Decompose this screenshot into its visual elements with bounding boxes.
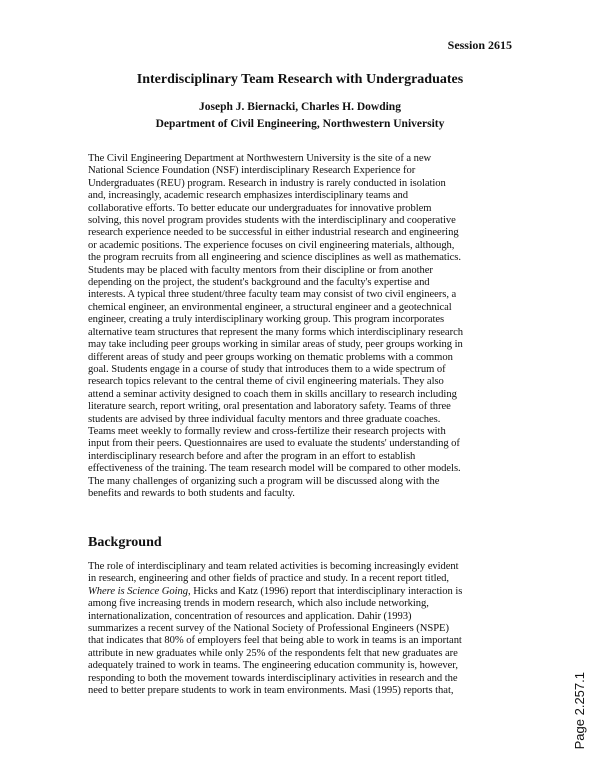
text-line: Undergraduates (REU) program. Research in industry is rarely conducted in isolation <box>88 177 446 189</box>
text-line: may take including peer groups working in similar areas of study, peer groups working in <box>88 339 463 351</box>
text-line: The role of interdisciplinary and team related activities is becoming increasingly evident <box>88 561 459 572</box>
text-line: or academic positions. The experience focuses on civil engineering materials, although, <box>88 239 455 251</box>
text-line: summarizes a recent survey of the National Society of Professional Engineers (NSPE) <box>88 623 449 635</box>
text-line: depending on the project, the student's background and the faculty's expertise and <box>88 277 430 289</box>
book-title: Where is Science Going <box>88 585 188 597</box>
background-paragraph <box>88 561 518 697</box>
author-block <box>0 99 600 133</box>
text-line: solving, this novel program provides students with the interdisciplinary and cooperative <box>88 215 456 227</box>
text-line: among five increasing trends in modern research, which also include networking, <box>88 598 429 610</box>
text-line: The many challenges of organizing such a program will be discussed along with the <box>88 475 440 487</box>
affiliation: Department of Civil Engineering, Northwestern University <box>155 118 445 130</box>
session-number: Session 2615 <box>447 38 512 52</box>
text-line: students are advised by three individual faculty mentors and three graduate coaches. <box>88 413 441 425</box>
text-line: National Science Foundation (NSF) interdisciplinary Research Experience for <box>88 165 416 177</box>
text-line: in research, engineering and other fields of practice and study. In a recent report titled, <box>88 573 449 585</box>
text-line: attribute in new graduates while only 25% of the respondents felt that new graduates are <box>88 647 458 659</box>
text-line: effectiveness of the training. The team research model will be compared to other models. <box>88 463 461 475</box>
text-line: internationalization, concentration of resources and application. Dahir (1993) <box>88 610 412 622</box>
paper-title: Interdisciplinary Team Research with Undergraduates <box>136 72 464 87</box>
text-line: literature search, report writing, oral presentation and laboratory safety. Teams of three <box>88 401 451 413</box>
text-line: interdisciplinary research before and after the program in an effort to establish <box>88 450 416 462</box>
text-line: different areas of study and peer groups working on thematic problems with a common <box>88 351 453 363</box>
text-line <box>88 586 518 598</box>
text-line: The Civil Engineering Department at Northwestern University is the site of a new <box>88 153 432 164</box>
text-line: interests. A typical three student/three faculty team may consist of two civil engineers, a <box>88 289 457 301</box>
text-line: research topics relevant to the central theme of civil engineering materials. They also <box>88 376 444 388</box>
text-line: collaborative efforts. To better educate our undergraduates for innovative problem <box>88 202 432 214</box>
authors: Joseph J. Biernacki, Charles H. Dowding <box>199 101 401 113</box>
text-line: responding to both the movement towards interdisciplinary activities in research and the <box>88 672 458 684</box>
text-line: need to better prepare students to work in team environments. Masi (1995) reports that, <box>88 685 454 697</box>
text-line: chemical engineer, an environmental engineer, a structural engineer and a geotechnical <box>88 301 452 313</box>
text-line: benefits and rewards to both students and faculty. <box>88 487 295 499</box>
section-heading-background: Background <box>88 535 162 550</box>
text-line: that indicates that 80% of employers feel that being able to work in teams is an important <box>88 635 462 647</box>
text-line: Students may be placed with faculty mentors from their discipline or from another <box>88 264 433 276</box>
text-line: the program recruits from all engineering and science disciplines as well as mathematics. <box>88 252 461 264</box>
text-line: research experience needed to be successful in either industrial research and engineering <box>88 227 459 239</box>
text-fragment: , Hicks and Katz (1996) report that interdisciplinary interaction is <box>188 585 463 597</box>
abstract-paragraph <box>88 153 518 500</box>
text-line: and, increasingly, academic research emphasizes interdisciplinary teams and <box>88 190 409 202</box>
page-number: Page 2.257.1 <box>572 672 587 750</box>
text-line: alternative team structures that represent the many forms which interdisciplinary research <box>88 326 463 338</box>
text-line: goal. Students engage in a course of study that introduces them to a wide spectrum of <box>88 363 446 375</box>
text-line: input from their peers. Questionnaires are used to evaluate the students' understanding of <box>88 438 460 450</box>
text-line: Teams meet weekly to formally review and cross-fertilize their research projects with <box>88 425 446 437</box>
text-line: attend a seminar activity designed to coach them in skills ancillary to research including <box>88 388 457 400</box>
text-line: adequately trained to work in teams. The engineering education community is, however, <box>88 660 458 672</box>
text-line: engineer, creating a truly interdisciplinary working group. This program incorporates <box>88 314 445 326</box>
